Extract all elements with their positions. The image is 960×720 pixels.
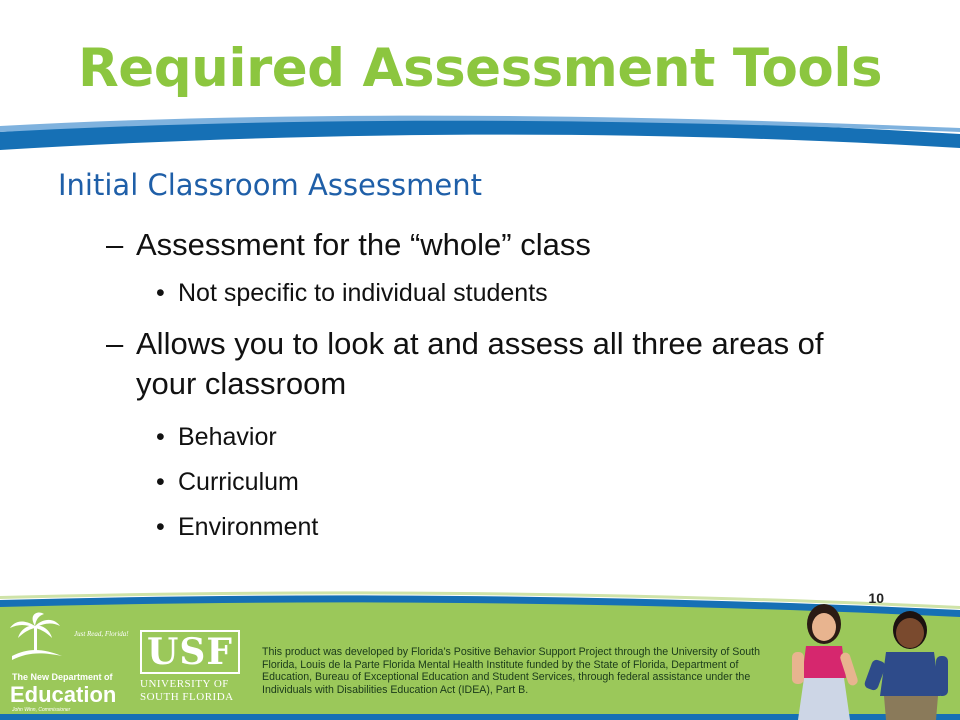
slide-title: Required Assessment Tools (77, 38, 883, 99)
page-number: 10 (868, 590, 884, 606)
header-swoosh (0, 112, 960, 162)
dash-marker: – (106, 326, 124, 361)
credit-text: This product was developed by Florida’s Positive Behavior Support Project through the University of South Florida, Louis de la Parte Florida Mental Health Institute funded by the State of Florida, Department of Education, Bureau of Exceptional Education and Student Services, through federal assistance under the Individuals with Disabilities Education Act (IDEA), Part B. (262, 646, 760, 696)
fl-line3: John Winn, Commissioner (12, 707, 71, 713)
sub-bullet (156, 422, 277, 452)
usf-line1: UNIVERSITY OF (140, 678, 229, 690)
fl-line1: The New Department of (12, 672, 113, 682)
slide-footer (0, 590, 960, 720)
fl-line2: Education (10, 682, 117, 707)
fl-doe-logo (8, 612, 129, 713)
sub-bullet (156, 278, 548, 308)
usf-logo (140, 630, 242, 704)
sub-bullet-text: Environment (178, 513, 319, 541)
list-item (106, 324, 826, 404)
fl-tagline: Just Read, Florida! (74, 630, 129, 638)
bullet-marker: • (156, 279, 165, 307)
bullet-marker: • (156, 513, 165, 541)
list-item-text: Allows you to look at and assess all three areas of your classroom (136, 326, 824, 401)
sub-bullet-text: Curriculum (178, 468, 299, 496)
list-item (106, 225, 826, 265)
sub-bullet (156, 467, 299, 497)
usf-line2: SOUTH FLORIDA (140, 691, 234, 703)
list-item-text: Assessment for the “whole” class (136, 227, 591, 262)
sub-bullet-text: Behavior (178, 423, 277, 451)
children-photo (788, 600, 960, 720)
bullet-marker: • (156, 468, 165, 496)
section-heading: Initial Classroom Assessment (58, 168, 482, 202)
sub-bullet-text: Not specific to individual students (178, 279, 548, 307)
usf-mark: USF (140, 630, 240, 674)
dash-marker: – (106, 227, 124, 262)
bullet-marker: • (156, 423, 165, 451)
sub-bullet (156, 512, 318, 542)
